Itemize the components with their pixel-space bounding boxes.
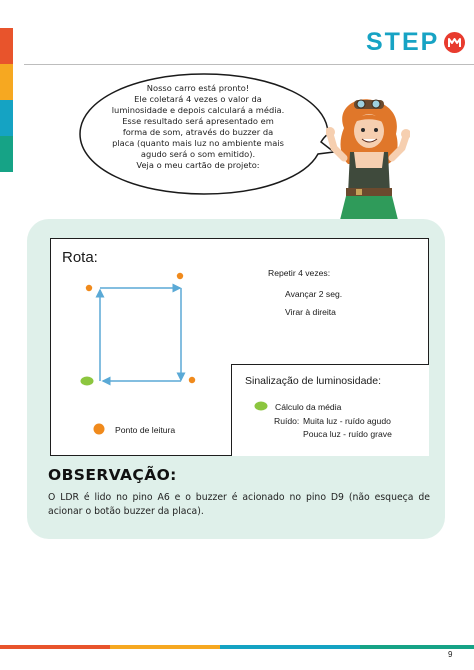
- strip-blue: [0, 100, 13, 136]
- header-divider: [24, 64, 474, 65]
- character-illustration: [326, 98, 410, 220]
- average-legend-dot: [254, 401, 268, 411]
- side-color-strip: [0, 28, 13, 172]
- bubble-line: Ele coletará 4 vezes o valor da: [134, 94, 262, 104]
- bubble-line: luminosidade e depois calculará a média.: [111, 105, 285, 115]
- footer-orange: [0, 645, 110, 649]
- noise-low: Pouca luz - ruído grave: [303, 429, 392, 439]
- logo-text: STEP: [366, 28, 440, 56]
- bubble-line: Nosso carro está pronto!: [146, 83, 250, 93]
- logo-badge-icon: [444, 32, 465, 53]
- observation-text: O LDR é lido no pino A6 e o buzzer é acionado no pino D9 (não esqueça de acionar o botão buzzer da placa).: [48, 492, 430, 517]
- signal-title: Sinalização de luminosidade:: [245, 375, 382, 387]
- step-forward: Avançar 2 seg.: [285, 289, 343, 299]
- bubble-line: agudo será o som emitido).: [140, 149, 256, 159]
- strip-yellow: [0, 64, 13, 100]
- strip-orange: [0, 28, 13, 64]
- footer-blue: [220, 645, 360, 649]
- legend-reading-label: Ponto de leitura: [115, 425, 176, 435]
- observation-title: OBSERVAÇÃO:: [48, 466, 177, 484]
- bubble-line: Veja o meu cartão de projeto:: [136, 160, 260, 170]
- bubble-line: placa (quanto mais luz no ambiente mais: [112, 138, 284, 148]
- average-label: Cálculo da média: [275, 402, 342, 412]
- legend-reading-dot: [94, 424, 105, 435]
- average-point: [81, 377, 94, 386]
- reading-point: [177, 273, 183, 279]
- footer-yellow: [110, 645, 220, 649]
- reading-point: [86, 285, 92, 291]
- route-diagram: [50, 238, 210, 438]
- page-number: 9: [448, 650, 453, 659]
- route-title: Rota:: [62, 249, 98, 266]
- noise-label: Ruído:: [274, 416, 300, 426]
- footer-color-bar: [0, 645, 474, 649]
- footer-green: [360, 645, 474, 649]
- noise-high: Muita luz - ruído agudo: [303, 416, 391, 426]
- step-turn-right: Virar à direita: [285, 307, 336, 317]
- repeat-label: Repetir 4 vezes:: [268, 268, 331, 278]
- bubble-line: forma de som, através do buzzer da: [122, 127, 274, 137]
- bubble-line: Esse resultado será apresentado em: [122, 116, 274, 126]
- strip-green: [0, 136, 13, 172]
- step-logo: [366, 28, 465, 57]
- reading-point: [189, 377, 195, 383]
- speech-bubble-text: [98, 83, 298, 171]
